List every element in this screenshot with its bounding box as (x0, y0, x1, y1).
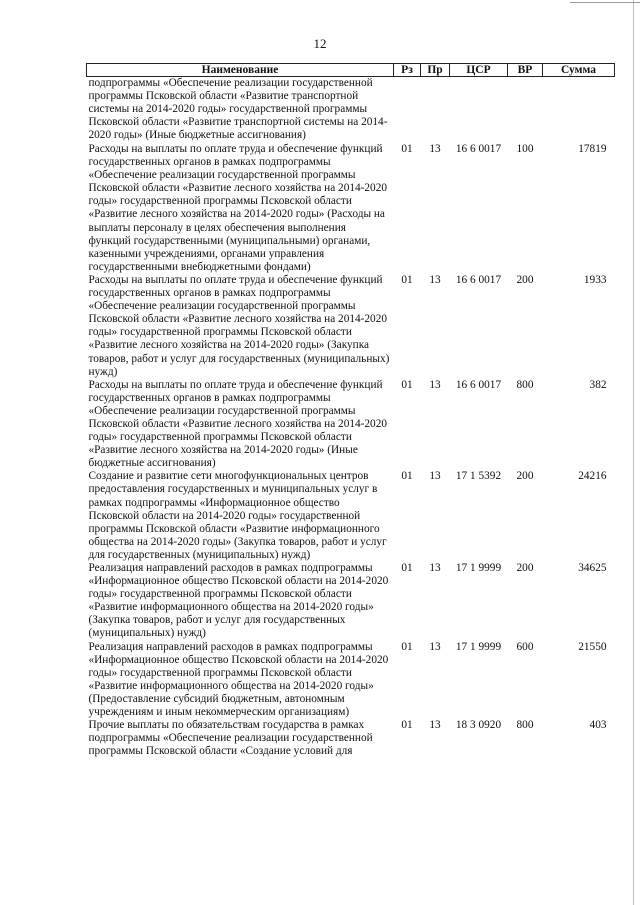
row-vr (508, 77, 543, 144)
row-csr: 17 1 9999 (455, 640, 502, 653)
table-row (87, 274, 615, 379)
row-rz: 01 (401, 562, 413, 574)
row-sum: 17819 (578, 143, 607, 155)
header-rz: Рз (394, 64, 421, 77)
row-pr: 13 (429, 378, 441, 391)
row-name: Реализация направлений расходов в рамках подпрограммы «Информационное общество Псковской области на 2014-2020 годы» государственной программы Псковской области «Развитие информационного общества на 2014-2020 годы» (Предоставление субсидий бюджетным, автономным учреждениям и иным некоммерческим организациям) (88, 640, 389, 719)
row-pr: 13 (429, 470, 441, 483)
row-rz: 01 (401, 640, 413, 653)
row-csr: 16 6 0017 (455, 143, 502, 155)
row-sum: 24216 (578, 470, 607, 483)
row-sum: 21550 (578, 640, 607, 653)
row-name: Расходы на выплаты по оплате труда и обеспечение функций государственных органов в рамках подпрограммы «Обеспечение реализации государственной программы Псковской области «Развитие лесного хозяйства на 2014-2020 годы» государственной программы Псковской области «Развитие лесного хозяйства на 2014-2020 годы» (Иные бюджетные ассигнования) (88, 378, 387, 470)
row-name: подпрограммы «Обеспечение реализации государственной программы Псковской области «Развитие транспортной системы на 2014-2020 годы» государственной программы Псковской области «Развитие транспортной системы на 2014-2020 годы» (Иные бюджетные ассигнования) (88, 77, 388, 142)
row-sum: 34625 (578, 562, 607, 574)
row-sum (543, 77, 615, 144)
table-row (87, 719, 615, 758)
table-header-row (87, 64, 615, 77)
scan-edge-line (633, 0, 634, 905)
row-vr: 800 (516, 378, 534, 391)
row-vr: 600 (516, 640, 534, 653)
row-rz: 01 (401, 470, 413, 483)
row-rz: 01 (401, 719, 413, 732)
row-pr: 13 (429, 719, 441, 732)
row-vr: 200 (516, 470, 534, 483)
row-vr: 800 (516, 719, 534, 732)
row-csr: 17 1 5392 (455, 470, 502, 483)
row-pr (421, 77, 450, 144)
row-csr: 18 3 0920 (455, 719, 502, 732)
table-row (87, 562, 615, 641)
header-csr: ЦСР (450, 64, 508, 77)
row-rz: 01 (401, 273, 413, 286)
table-row (87, 470, 615, 562)
row-vr: 200 (516, 562, 534, 574)
row-vr: 200 (516, 273, 534, 286)
header-pr: Пр (421, 64, 450, 77)
row-pr: 13 (429, 273, 441, 286)
row-rz: 01 (401, 378, 413, 391)
row-pr: 13 (429, 562, 441, 574)
table-row (87, 641, 615, 720)
row-csr: 17 1 9999 (455, 562, 502, 574)
page-number: 12 (313, 36, 327, 51)
row-name: Расходы на выплаты по оплате труда и обеспечение функций государственных органов в рамках подпрограммы «Обеспечение реализации государственной программы Псковской области «Развитие лесного хозяйства на 2014-2020 годы» государственной программы Псковской области «Развитие лесного хозяйства на 2014-2020 годы» (Закупка товаров, работ и услуг для государственных (муниципальных) нужд) (88, 273, 390, 378)
row-csr: 16 6 0017 (455, 273, 502, 286)
row-pr: 13 (429, 640, 441, 653)
scan-edge-line-top (570, 2, 640, 3)
row-sum: 1933 (583, 273, 607, 286)
row-csr: 16 6 0017 (455, 378, 502, 391)
row-rz (394, 77, 421, 144)
row-name: Создание и развитие сети многофункциональных центров предоставления государственных и муниципальных услуг в рамках подпрограммы «Информационное общество Псковской области на 2014-2020 годы» государственной программы Псковской области «Развитие информационного общества на 2014-2020 годы» (Закупка товаров, работ и услуг для государственных (муниципальных) нужд) (88, 470, 387, 561)
budget-table (86, 63, 615, 758)
header-name: Наименование (87, 64, 394, 77)
row-sum: 382 (589, 378, 607, 391)
row-name: Прочие выплаты по обязательствам государства в рамках подпрограммы «Обеспечение реализации государственной программы Псковской области «Создание условий для (88, 719, 373, 758)
row-pr: 13 (429, 143, 441, 155)
row-name: Расходы на выплаты по оплате труда и обеспечение функций государственных органов в рамках подпрограммы «Обеспечение реализации государственной программы Псковской области «Развитие лесного хозяйства на 2014-2020 годы» государственной программы Псковской области «Развитие лесного хозяйства на 2014-2020 годы» (Расходы на выплаты персоналу в целях обеспечения выполнения функций государственными (муниципальными) органами, казенными учреждениями, органами управления государственными внебюджетными фондами) (88, 143, 387, 273)
table-row (87, 143, 615, 274)
row-rz: 01 (401, 143, 413, 155)
row-sum: 403 (589, 719, 607, 732)
row-name: Реализация направлений расходов в рамках подпрограммы «Информационное общество Псковской области на 2014-2020 годы» государственной программы Псковской области «Развитие информационного общества на 2014-2020 годы» (Закупка товаров, работ и услуг для государственных (муниципальных) нужд) (88, 562, 389, 640)
table-row (87, 379, 615, 471)
header-sum: Сумма (543, 64, 615, 77)
header-vr: ВР (508, 64, 543, 77)
row-csr (450, 77, 508, 144)
table-row (87, 77, 615, 144)
row-vr: 100 (516, 143, 534, 155)
